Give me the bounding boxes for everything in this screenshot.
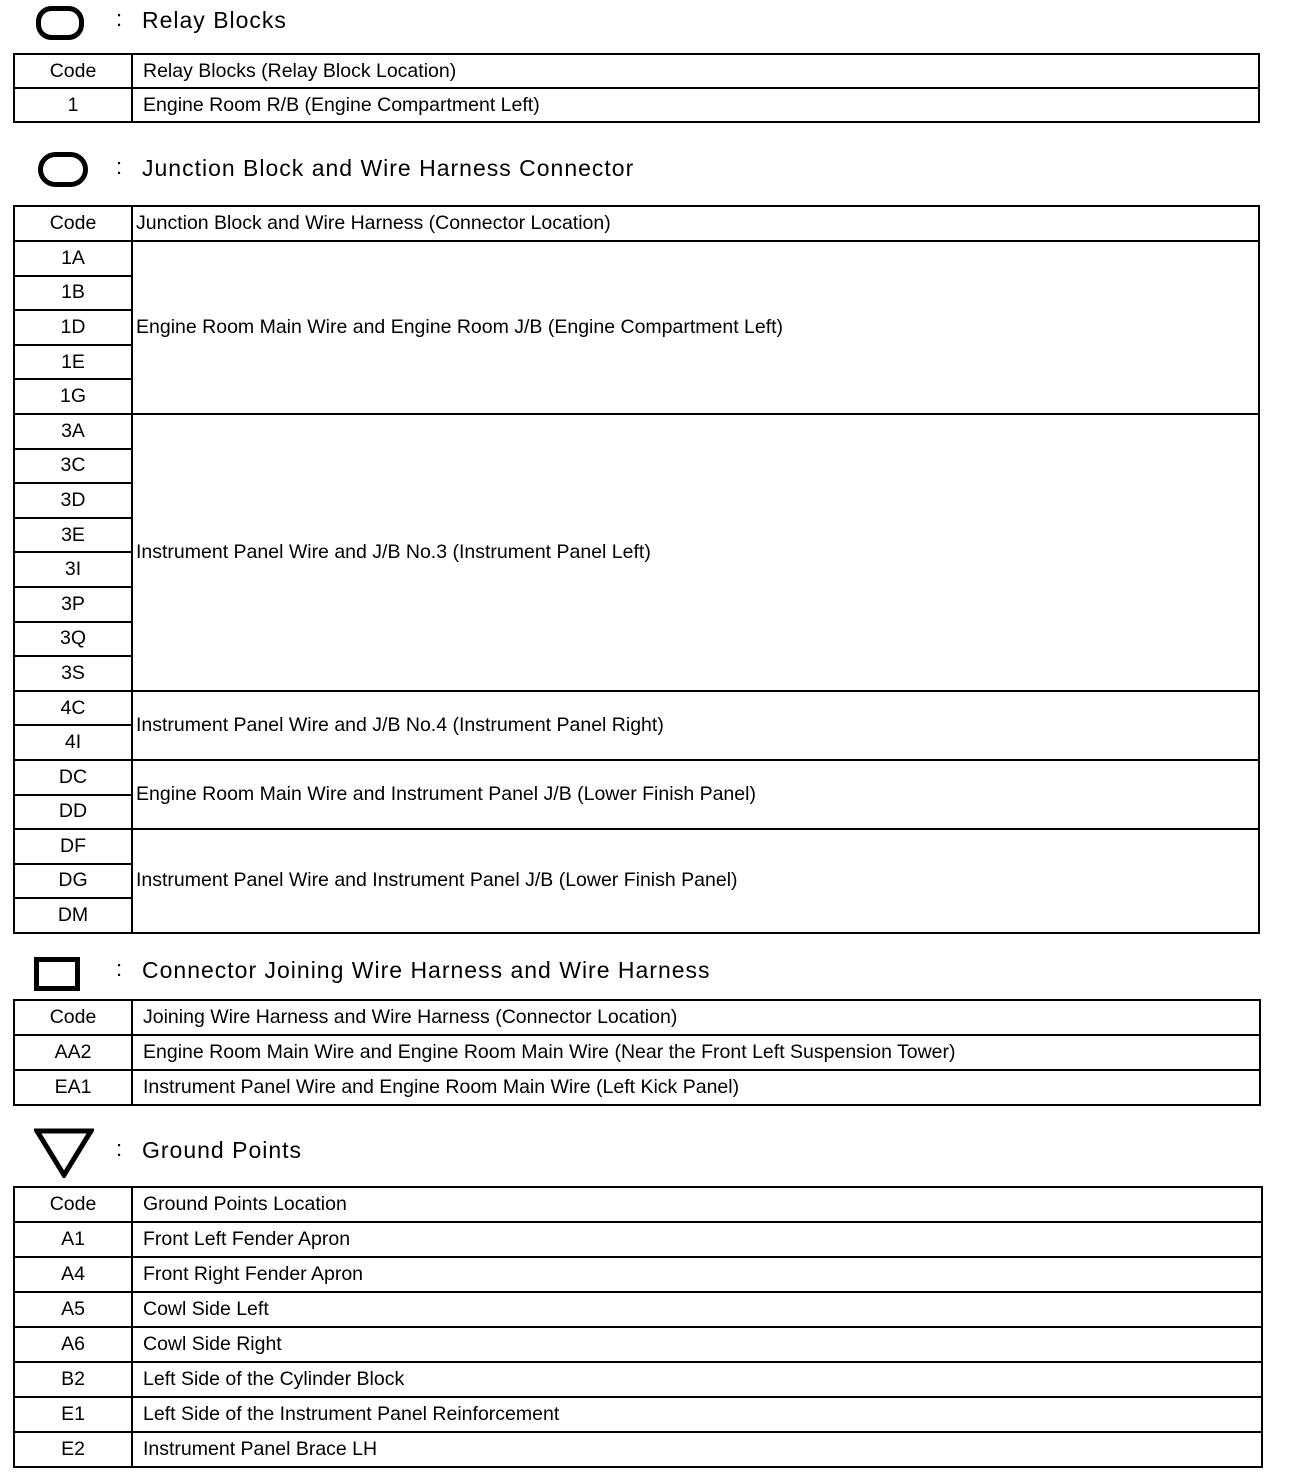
connectors-colon: : [116, 956, 123, 981]
code-cell: 1B [14, 276, 132, 311]
table-row [14, 1035, 1260, 1070]
relay-blocks-heading [0, 2, 1312, 42]
code-cell: 3S [14, 656, 132, 691]
location-cell: Instrument Panel Wire and J/B No.3 (Instrument Panel Left) [132, 414, 1259, 691]
code-cell: 3Q [14, 622, 132, 657]
code-cell: 3I [14, 552, 132, 587]
connectors-heading [0, 952, 1312, 992]
code-cell: 4C [14, 691, 132, 726]
code-cell: 1D [14, 310, 132, 345]
table-row [14, 1327, 1262, 1362]
ground-points-table [13, 1186, 1263, 1468]
ground-points-title: Ground Points [142, 1137, 303, 1163]
table-row [14, 414, 1259, 449]
location-cell: Engine Room R/B (Engine Compartment Left) [132, 88, 1259, 122]
location-cell: Engine Room Main Wire and Engine Room J/B (Engine Compartment Left) [132, 241, 1259, 414]
code-cell: AA2 [14, 1035, 132, 1070]
code-cell: E1 [14, 1397, 132, 1432]
table-header-row [14, 54, 1259, 88]
oval-icon [38, 152, 88, 188]
table-row [14, 1222, 1262, 1257]
code-cell: E2 [14, 1432, 132, 1467]
code-cell: 3A [14, 414, 132, 449]
code-header: Code [14, 1187, 132, 1222]
code-header: Code [14, 1000, 132, 1035]
location-cell: Front Left Fender Apron [132, 1222, 1262, 1257]
location-cell: Instrument Panel Brace LH [132, 1432, 1262, 1467]
code-cell: A1 [14, 1222, 132, 1257]
code-cell: B2 [14, 1362, 132, 1397]
code-cell: 1A [14, 241, 132, 276]
code-cell: A6 [14, 1327, 132, 1362]
code-cell: DG [14, 864, 132, 899]
code-cell: 3C [14, 449, 132, 484]
location-header: Relay Blocks (Relay Block Location) [132, 54, 1259, 88]
location-cell: Cowl Side Left [132, 1292, 1262, 1327]
ground-points-heading [0, 1128, 1312, 1180]
code-cell: 1E [14, 345, 132, 380]
table-row [14, 829, 1259, 864]
relay-blocks-table [13, 53, 1260, 123]
junction-blocks-colon: : [116, 154, 123, 179]
table-row [14, 241, 1259, 276]
location-header: Ground Points Location [132, 1187, 1262, 1222]
junction-blocks-table [13, 205, 1260, 934]
table-row [14, 1070, 1260, 1105]
table-row [14, 1257, 1262, 1292]
code-cell: 1 [14, 88, 132, 122]
location-header: Junction Block and Wire Harness (Connector Location) [132, 206, 1259, 241]
code-cell: A5 [14, 1292, 132, 1327]
code-cell: EA1 [14, 1070, 132, 1105]
connectors-title: Connector Joining Wire Harness and Wire Harness [142, 957, 711, 983]
location-cell: Instrument Panel Wire and Engine Room Main Wire (Left Kick Panel) [132, 1070, 1260, 1105]
code-cell: DM [14, 898, 132, 933]
table-header-row [14, 206, 1259, 241]
code-cell: 4I [14, 725, 132, 760]
code-cell: 3D [14, 483, 132, 518]
location-cell: Engine Room Main Wire and Engine Room Main Wire (Near the Front Left Suspension Tower) [132, 1035, 1260, 1070]
table-row [14, 88, 1259, 122]
junction-blocks-title: Junction Block and Wire Harness Connector [142, 155, 635, 181]
rectangle-icon [34, 957, 80, 991]
code-cell: 3P [14, 587, 132, 622]
table-row [14, 1292, 1262, 1327]
code-cell: DD [14, 795, 132, 830]
location-cell: Engine Room Main Wire and Instrument Panel J/B (Lower Finish Panel) [132, 760, 1259, 829]
relay-blocks-title: Relay Blocks [142, 7, 287, 33]
location-cell: Front Right Fender Apron [132, 1257, 1262, 1292]
code-cell: DF [14, 829, 132, 864]
table-row [14, 691, 1259, 726]
table-header-row [14, 1000, 1260, 1035]
location-cell: Left Side of the Instrument Panel Reinforcement [132, 1397, 1262, 1432]
table-row [14, 760, 1259, 795]
connectors-table [13, 999, 1261, 1106]
ground-points-colon: : [116, 1136, 123, 1161]
location-cell: Instrument Panel Wire and Instrument Panel J/B (Lower Finish Panel) [132, 829, 1259, 933]
code-header: Code [14, 206, 132, 241]
table-row [14, 1397, 1262, 1432]
location-cell: Cowl Side Right [132, 1327, 1262, 1362]
location-header: Joining Wire Harness and Wire Harness (Connector Location) [132, 1000, 1260, 1035]
relay-blocks-colon: : [116, 6, 123, 31]
code-cell: DC [14, 760, 132, 795]
code-cell: 1G [14, 379, 132, 414]
table-row [14, 1432, 1262, 1467]
location-cell: Left Side of the Cylinder Block [132, 1362, 1262, 1397]
table-row [14, 1362, 1262, 1397]
code-cell: 3E [14, 518, 132, 553]
location-cell: Instrument Panel Wire and J/B No.4 (Instrument Panel Right) [132, 691, 1259, 760]
down-triangle-icon [34, 1128, 94, 1178]
code-cell: A4 [14, 1257, 132, 1292]
table-header-row [14, 1187, 1262, 1222]
rounded-rectangle-icon [36, 6, 84, 40]
code-header: Code [14, 54, 132, 88]
junction-blocks-heading [0, 150, 1312, 190]
